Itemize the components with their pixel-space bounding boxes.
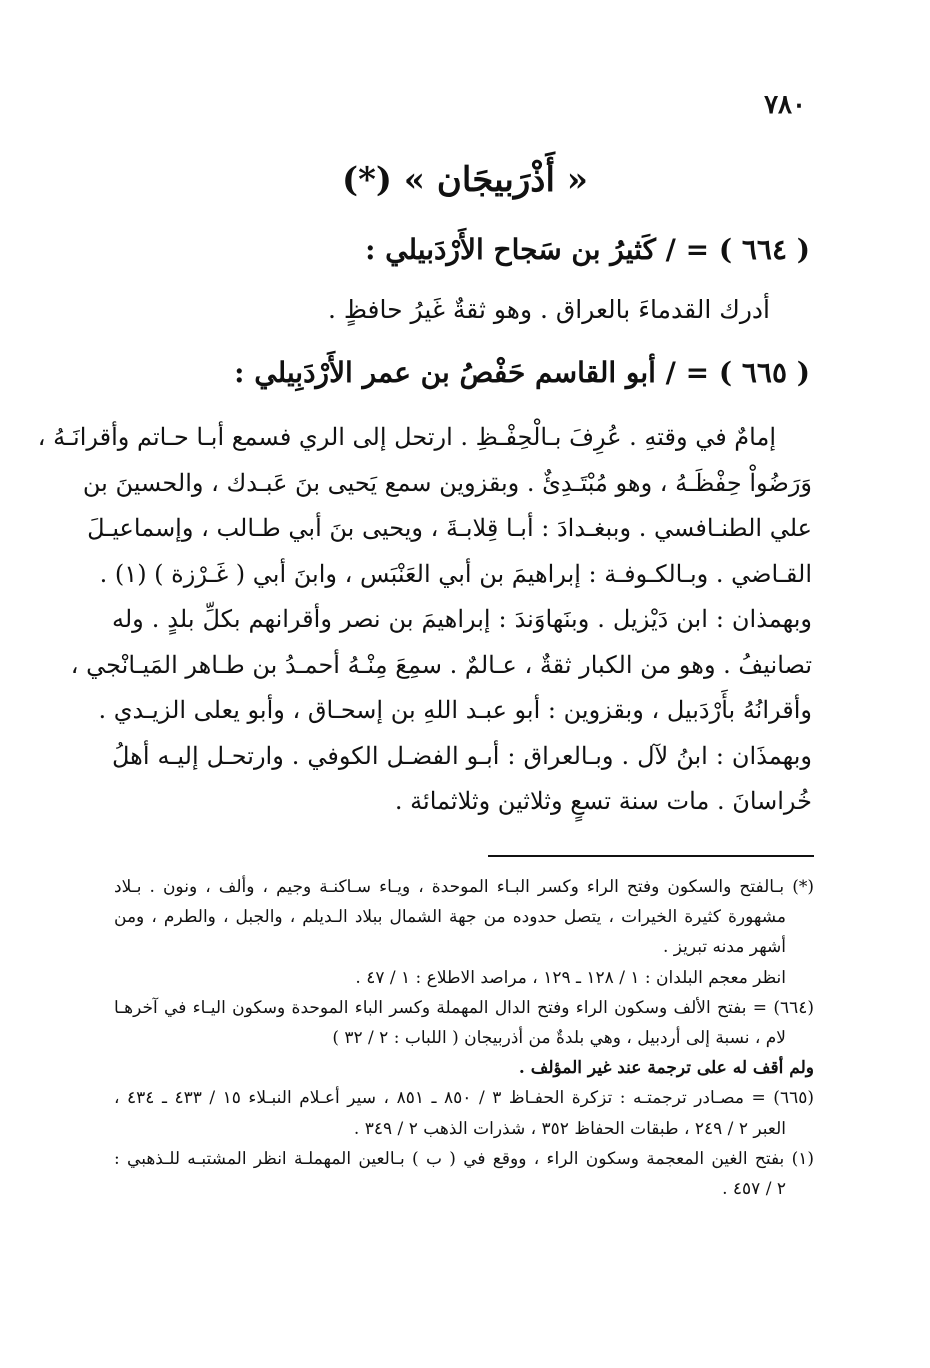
footnote-line: أشهر مدنه تبريز .: [662, 937, 786, 958]
section-title: « أَذْرَبيجَان » (*): [342, 160, 588, 200]
footnote-line: (١) بفتح الغين المعجمة وسكون الراء ، ووقع في ( ب ) بـالعين المهملـة انظر المشتبـه للـذهبي :: [114, 1148, 814, 1169]
footnote-line: لام ، نسبة إلى أردبيل ، وهي بلدةٌ من أذربيجان ( اللباب : ٢ / ٣٢ ): [332, 1027, 786, 1048]
body-line: وبهمذَان : ابنُ لآل . وبـالعراق : أبـو الفضـل الكوفي . وارتحـل إليـه أهلُ: [112, 741, 812, 770]
body-line: خُراسانَ . مات سنة تسعٍ وثلاثين وثلاثمائة .: [394, 787, 812, 815]
footnote-line: (٦٦٤) = بفتح الألف وسكون الراء وفتح الدال المهملة وكسر الباء الموحدة وسكون اليـاء في آخرهـا: [114, 997, 814, 1018]
entry-665-heading: ( ٦٦٥ ) = / أبو القاسم حَفْصُ بن عمر الأَرْدَبِيلي :: [234, 356, 810, 389]
footnote-line: ٢ / ٤٥٧ .: [722, 1178, 786, 1199]
body-line: وبهمذان : ابن دَيْزيل . وبنَهاوَندَ : إبراهيمَ بن نصر وأقرانهم بكلِّ بلدٍ . وله: [112, 605, 812, 633]
body-line: علي الطنـافسي . وببغـدادَ : أبـا قِلابـةَ ، ويحيى بنَ أبي طـالب ، وإسماعيـلَ: [87, 514, 812, 542]
body-line: وَرَضُواْ حِفْظَـهُ ، وهو مُبْتَـدِئٌ . وبقزوين سمع يَحيى بنَ عَبـدك ، والحسينَ بن: [82, 468, 812, 497]
footnote-line: انظر معجم البلدان : ١ / ١٢٨ ـ ١٢٩ ، مراصد الاطلاع : ١ / ٤٧ .: [355, 967, 786, 988]
body-line: القـاضي . وبـالكـوفـة : إبراهيمَ بن أبي العَنْبَس ، وابنَ أبي ( غَـرْزة ) (١) .: [99, 559, 812, 588]
footnote-line: (*) بـالفتح والسكون وفتح الراء وكسر البـاء الموحدة ، ويـاء سـاكنـة وجيم ، وألف ، ونون . بـلاد: [114, 877, 814, 897]
footnote-line: مشهورة كثيرة الخيرات ، يتصل حدوده من جهة الشمال ببلاد الـديلم ، والجبل ، والطرم ، ومن: [114, 907, 786, 928]
footnote-line: (٦٦٥) = مصـادر ترجمتـه : تزكرة الحفـاظ ٣ / ٨٥٠ ـ ٨٥١ ، سير أعـلام النبـلاء ١٥ / ٤٣٣ ـ ٤٣٤ ،: [114, 1088, 814, 1109]
body-line: وأقرانُهُ بأَرْدَبيل ، وبقزوين : أبو عبـد اللهِ بن إسحـاق ، وأبو يعلى الزيـدي .: [98, 696, 812, 724]
page-number: ٧٨٠: [764, 90, 806, 120]
footnote-line: العبر ٢ / ٢٤٩ ، طبقات الحفاظ ٣٥٢ ، شذرات الذهب ٢ / ٣٤٩ .: [353, 1118, 786, 1139]
body-line: تصانيفُ . وهو من الكبار ثقةٌ ، عـالمٌ . سمِعَ مِنْـهُ أحمـدُ بن طـاهر المَيـانْجي ،: [70, 650, 812, 679]
footnote-line: ولم أقف له على ترجمة عند غير المؤلف .: [518, 1058, 814, 1079]
footnote-divider: [488, 855, 814, 857]
footnotes: [114, 872, 814, 1204]
entry-665-body: [37, 415, 812, 825]
entry-664-heading: ( ٦٦٤ ) = / كَثيرُ بن سَجاح الأَرْدَبيلي :: [365, 233, 810, 266]
body-line: إمامٌ في وقتهِ . عُرِفَ بـالْحِفْـظِ . ارتحل إلى الري فسمع أبـا حـاتم وأقرانَـهُ ،: [37, 423, 776, 451]
entry-664-text: أدرك القدماءَ بالعراق . وهو ثقةٌ غَيرُ حافظٍ .: [327, 295, 770, 324]
